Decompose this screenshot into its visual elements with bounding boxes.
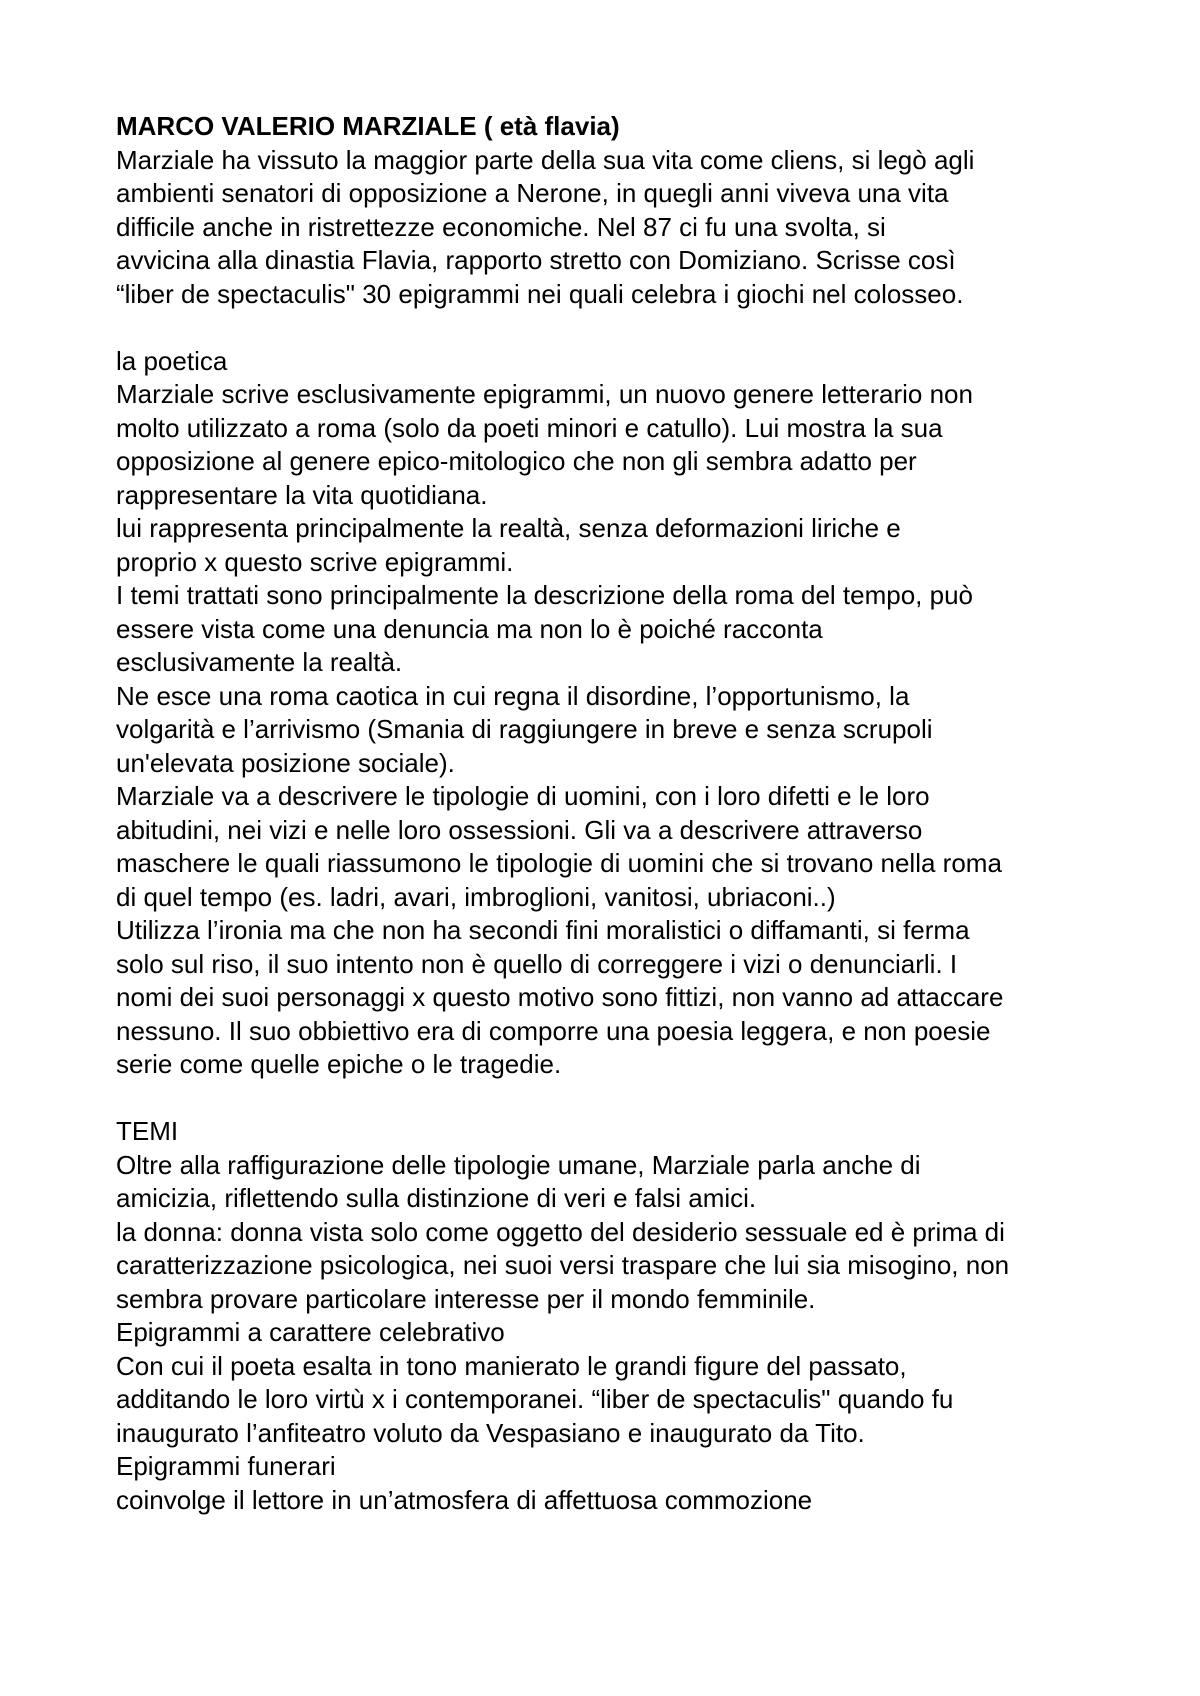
text-line: ambienti senatori di opposizione a Nerone, in quegli anni viveva una vita [116,178,949,208]
document-title: MARCO VALERIO MARZIALE ( età flavia) [116,111,620,141]
text-line: Epigrammi a carattere celebrativo [116,1317,505,1347]
text-line: serie come quelle epiche o le tragedie. [116,1049,562,1079]
text-line: di quel tempo (es. ladri, avari, imbroglioni, vanitosi, ubriaconi..) [116,881,836,912]
text-line: esclusivamente la realtà. [116,647,403,677]
text-line: rappresentare la vita quotidiana. [116,479,488,510]
text-line: nessuno. Il suo obbiettivo era di comporre una poesia leggera, e non poesie [116,1015,991,1046]
text-line: Con cui il poeta esalta in tono manierato le grandi figure del passato, [116,1350,907,1381]
text-line: Marziale scrive esclusivamente epigrammi, un nuovo genere letterario non [116,379,973,409]
text-line: avvicina alla dinastia Flavia, rapporto stretto con Domiziano. Scrisse così [116,245,956,275]
text-line: additando le loro virtù x i contemporanei. “liber de spectaculis" quando fu [116,1384,954,1414]
text-line: maschere le quali riassumono le tipologie di uomini che si trovano nella roma [116,848,1002,878]
intro-paragraph [116,144,1116,312]
temi-heading: TEMI [116,1116,179,1146]
text-line: abitudini, nei vizi e nelle loro ossessioni. Gli va a descrivere attraverso [116,814,923,845]
poetica-section [116,378,1116,1082]
text-line: caratterizzazione psicologica, nei suoi versi traspare che lui sia misogino, non [116,1250,1010,1280]
text-line: volgarità e l’arrivismo (Smania di raggiungere in breve e senza scrupoli [116,714,933,744]
text-line: Marziale va a descrivere le tipologie di uomini, con i loro difetti e le loro [116,781,930,811]
text-line: un'elevata posizione sociale). [116,747,455,778]
text-line: molto utilizzato a roma (solo da poeti minori e catullo). Lui mostra la sua [116,412,943,443]
text-line: nomi dei suoi personaggi x questo motivo sono fittizi, non vanno ad attaccare [116,982,1004,1012]
text-line: Oltre alla raffigurazione delle tipologie umane, Marziale parla anche di [116,1149,921,1180]
text-line: la donna: donna vista solo come oggetto del desiderio sessuale ed è prima di [116,1216,1005,1247]
text-line: difficile anche in ristrettezze economiche. Nel 87 ci fu una svolta, si [116,211,886,242]
document-page [116,110,1116,1517]
text-line: solo sul riso, il suo intento non è quello di correggere i vizi o denunciarli. I [116,948,958,979]
temi-section [116,1149,1116,1518]
poetica-heading: la poetica [116,345,228,376]
text-line: essere vista come una denuncia ma non lo è poiché racconta [116,613,823,644]
text-line: Ne esce una roma caotica in cui regna il disordine, l’opportunismo, la [116,680,910,711]
text-line: Epigrammi funerari [116,1451,336,1481]
text-line: opposizione al genere epico-mitologico che non gli sembra adatto per [116,446,917,476]
text-line: I temi trattati sono principalmente la descrizione della roma del tempo, può [116,580,973,610]
text-line: “liber de spectaculis" 30 epigrammi nei quali celebra i giochi nel colosseo. [116,278,964,309]
text-line: proprio x questo scrive epigrammi. [116,546,514,577]
paragraph-spacer [116,311,1116,345]
text-line: lui rappresenta principalmente la realtà, senza deformazioni liriche e [116,513,901,543]
paragraph-spacer [116,1082,1116,1116]
text-line: Marziale ha vissuto la maggior parte della sua vita come cliens, si legò agli [116,144,975,175]
text-line: coinvolge il lettore in un’atmosfera di affettuosa commozione [116,1484,813,1515]
text-line: amicizia, riflettendo sulla distinzione di veri e falsi amici. [116,1183,757,1213]
text-line: Utilizza l’ironia ma che non ha secondi fini moralistici o diffamanti, si ferma [116,915,970,945]
text-line: inaugurato l’anfiteatro voluto da Vespasiano e inaugurato da Tito. [116,1417,865,1448]
text-line: sembra provare particolare interesse per il mondo femminile. [116,1283,816,1314]
